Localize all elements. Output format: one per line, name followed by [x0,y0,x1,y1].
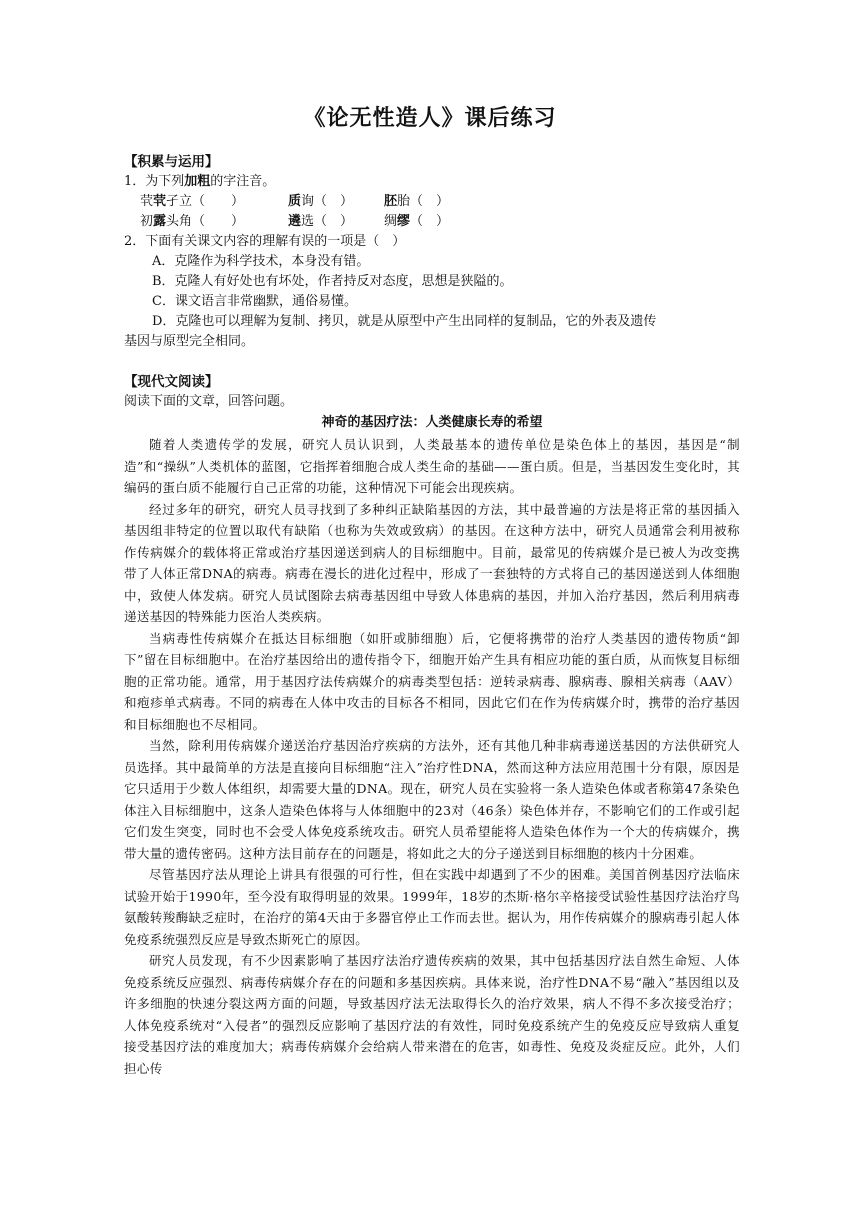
article-paragraph-5: 尽管基因疗法从理论上讲具有很强的可行性，但在实践中却遇到了不少的困难。美国首例基因疗法临床试验开始于1990年，至今没有取得明显的效果。1999年，18岁的杰斯·格尔辛格接受试验性基因疗法治疗鸟氨酸转羧酶缺乏症时，在治疗的第4天由于多器官停止工作而去世。据认为，用作传病媒介的腺病毒引起人体免疫系统强烈反应是导致杰斯死亡的原因。 [124,867,740,947]
question-2-option-d-continued: 基因与原型完全相同。 [124,334,255,349]
document-body [124,152,740,1079]
question-2-option-b: B．克隆人有好处也有坏处，作者持反对态度，思想是狭隘的。 [152,274,513,289]
question-1-item: 初露头角（ ） [140,214,245,229]
question-1-stem-suffix: 的字注音。 [210,174,276,189]
article-paragraph-3: 当病毒性传病媒介在抵达目标细胞（如肝或肺细胞）后，它便将携带的治疗人类基因的遗传物质“卸下”留在目标细胞中。在治疗基因给出的遗传指令下，细胞开始产生具有相应功能的蛋白质，从而恢复目标细胞的正常功能。通常，用于基因疗法传病媒介的病毒类型包括：逆转录病毒、腺病毒、腺相关病毒（AAV）和疱疹单式病毒。不同的病毒在人体中攻击的目标各不相同，因此它们在作为传病媒介时，携带的治疗基因和目标细胞也不尽相同。 [124,630,740,732]
question-1-item: 遴选（ ） [288,214,354,229]
article-title: 神奇的基因疗法：人类健康长寿的希望 [321,415,543,430]
question-1-item: 胚胎（ ） [384,194,450,209]
article-paragraph-4: 当然，除利用传病媒介递送治疗基因治疗疾病的方法外，还有其他几种非病毒递送基因的方法供研究人员选择。其中最简单的方法是直接向目标细胞“注入”治疗性DNA，然而这种方法应用范围十分有限，原因是它只适用于少数人体组织，却需要大量的DNA。现在，研究人员在实验将一条人造染色体或者称第47条染色体注入目标细胞中，这条人造染色体将与人体细胞中的23对（46条）染色体并存，不影响它们的工作或引起它们发生突变，同时也不会受人体免疫系统攻击。研究人员希望能将人造染色体作为一个大的传病媒介，携带大量的遗传密码。这种方法目前存在的问题是，将如此之大的分子递送到目标细胞的核内十分困难。 [124,738,740,861]
question-2-option-a: A．克隆作为科学技术，本身没有错。 [152,254,370,269]
question-1-item: 绸缪（ ） [384,214,450,229]
article-paragraph-1: 随着人类遗传学的发展，研究人员认识到，人类最基本的遗传单位是染色体上的基因，基因是“制造”和“操纵”人类机体的蓝图，它指挥着细胞合成人类生命的基础——蛋白质。但是，当基因发生变化时，其编码的蛋白质不能履行自己正常的功能，这种情况下可能会出现疾病。 [124,437,740,495]
page-title: 《论无性造人》课后练习 [303,106,557,131]
question-1-stem [124,172,740,192]
article-paragraph-2: 经过多年的研究，研究人员寻找到了多种纠正缺陷基因的方法，其中最普遍的方法是将正常的基因插入基因组非特定的位置以取代有缺陷（也称为失效或致病）的基因。在这种方法中，研究人员通常会利用被称作传病媒介的载体将正常或治疗基因递送到病人的目标细胞中。目前，最常见的传病媒介是已被人为改变携带了人体正常DNA的病毒。病毒在漫长的进化过程中，形成了一套独特的方式将自己的基因递送到人体细胞中，致使人体发病。研究人员试图除去病毒基因组中导致人体患病的基因，并加入治疗基因，然后利用病毒递送基因的特殊能力医治人类疾病。 [124,501,740,624]
question-1-stem-bold: 加粗 [184,174,211,189]
question-2-option-d: D．克隆也可以理解为复制、拷贝，就是从原型中产生出同样的复制品，它的外表及遗传 [152,314,657,329]
section-heading-accumulation: 【积累与运用】 [124,154,219,170]
question-2-stem: 2．下面有关课文内容的理解有误的一项是（ ） [124,234,406,249]
question-2-option-c: C．课文语言非常幽默，通俗易懂。 [152,294,357,309]
reading-instruction: 阅读下面的文章，回答问题。 [124,394,294,409]
question-1-item: 质询（ ） [288,194,354,209]
question-1-stem-prefix: 1．为下列 [124,174,185,189]
question-1-row-1 [124,192,740,212]
article-paragraph-6: 研究人员发现，有不少因素影响了基因疗法治疗遗传疾病的效果，其中包括基因疗法自然生命短、人体免疫系统反应强烈、病毒传病媒介存在的问题和多基因疾病。具体来说，治疗性DNA不易“融入”基因组以及许多细胞的快速分裂这两方面的问题，导致基因疗法无法取得长久的治疗效果，病人不得不多次接受治疗；人体免疫系统对“入侵者”的强烈反应影响了基因疗法的有效性，同时免疫系统产生的免疫反应导致病人重复接受基因疗法的难度加大；病毒传病媒介会给病人带来潜在的危害，如毒性、免疫及炎症反应。此外，人们担心传 [124,953,740,1076]
section-heading-reading: 【现代文阅读】 [124,374,219,390]
question-1-item: 茕茕孑立（ ） [140,194,245,209]
question-1-row-2 [124,212,740,232]
section-spacer [124,352,740,372]
